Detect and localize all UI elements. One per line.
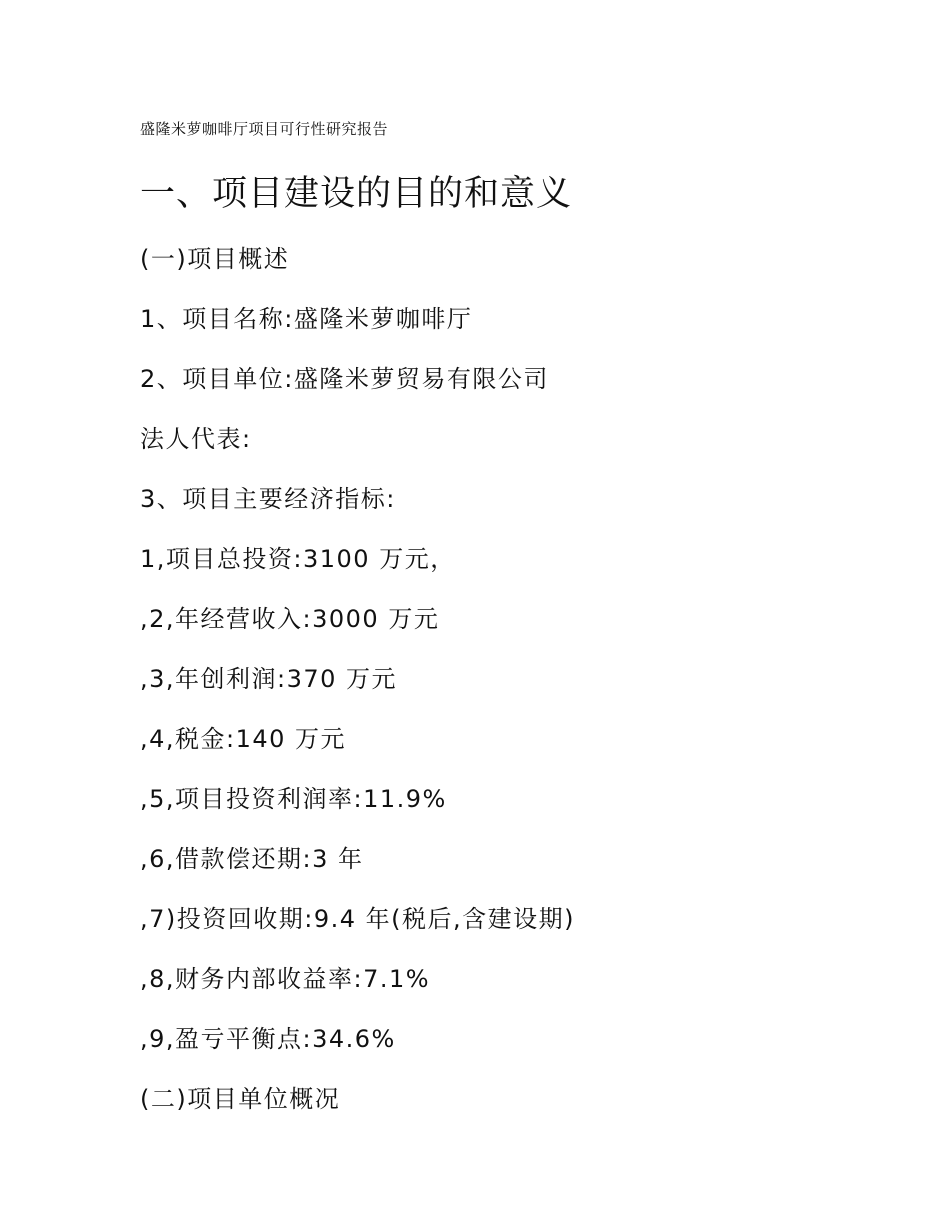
document-header: 盛隆米萝咖啡厅项目可行性研究报告	[140, 120, 389, 138]
economic-indicators-title: 3、项目主要经济指标:	[140, 485, 396, 513]
project-name-line: 1、项目名称:盛隆米萝咖啡厅	[140, 305, 473, 333]
indicator-break-even-point: ,9,盈亏平衡点:34.6%	[140, 1025, 396, 1053]
subsection-title-unit-overview: (二)项目单位概况	[140, 1085, 341, 1113]
indicator-loan-repayment-period: ,6,借款偿还期:3 年	[140, 845, 364, 873]
indicator-payback-period: ,7)投资回收期:9.4 年(税后,含建设期)	[140, 905, 575, 933]
indicator-investment-profit-rate: ,5,项目投资利润率:11.9%	[140, 785, 447, 813]
indicator-internal-rate-of-return: ,8,财务内部收益率:7.1%	[140, 965, 431, 993]
subsection-title-overview: (一)项目概述	[140, 245, 290, 273]
indicator-annual-profit: ,3,年创利润:370 万元	[140, 665, 398, 693]
project-unit-line: 2、项目单位:盛隆米萝贸易有限公司	[140, 365, 549, 393]
indicator-annual-revenue: ,2,年经营收入:3000 万元	[140, 605, 440, 633]
indicator-tax: ,4,税金:140 万元	[140, 725, 347, 753]
indicator-total-investment: 1,项目总投资:3100 万元，	[140, 545, 456, 573]
legal-representative-line: 法人代表:	[140, 425, 252, 453]
section-heading: 一、项目建设的目的和意义	[140, 174, 573, 214]
